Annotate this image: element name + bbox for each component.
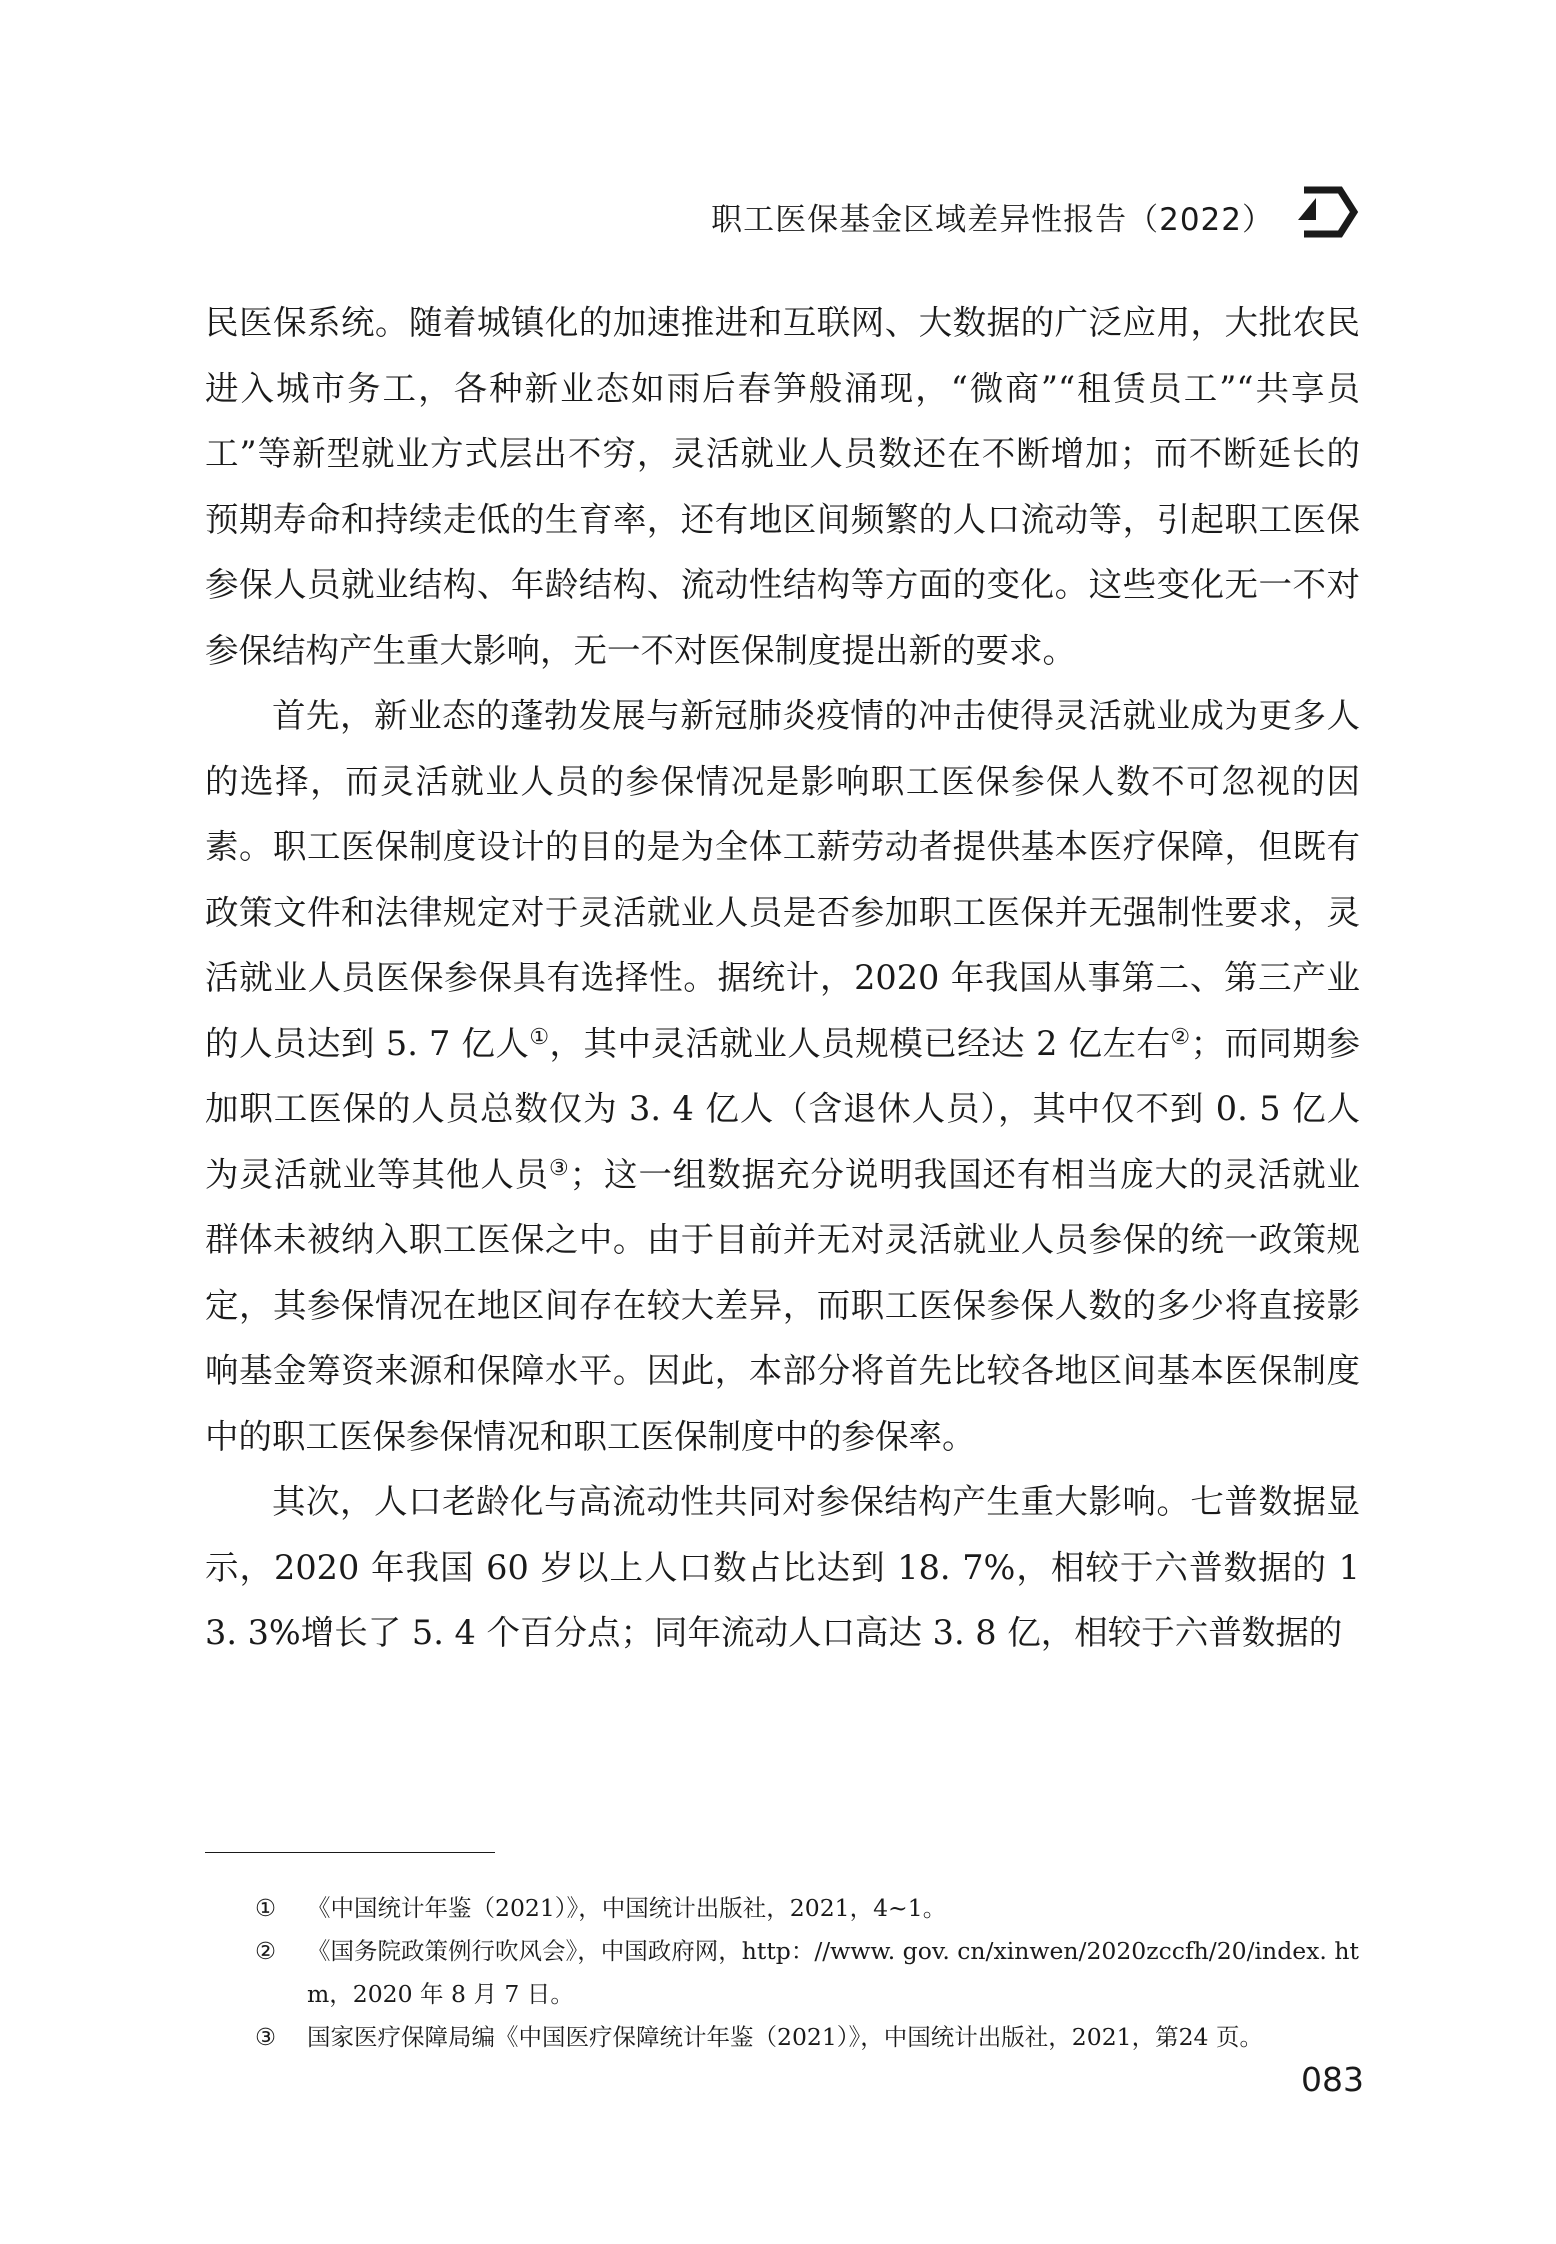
footnote-text: 《国务院政策例行吹风会》，中国政府网，http：//www. gov. cn/xinwen/2020zccfh/20/index. htm，2020 年 8 月 7 日。	[307, 1937, 1359, 2008]
footnote-text: 国家医疗保障局编《中国医疗保障统计年鉴（2021）》，中国统计出版社，2021，第24 页。	[307, 2023, 1263, 2051]
footnote-ref-1[interactable]: ①	[529, 1024, 550, 1050]
footnote-marker: ②	[255, 1937, 277, 1965]
paragraph-text: ；这一组数据充分说明我国还有相当庞大的灵活就业群体未被纳入职工医保之中。由于目前并无对灵活就业人员参保的统一政策规定，其参保情况在地区间存在较大差异，而职工医保参保人数的多少将直接影响基金筹资来源和保障水平。因此，本部分将首先比较各地区间基本医保制度中的职工医保参保情况和职工医保制度中的参保率。	[205, 1154, 1360, 1456]
footnote-marker: ①	[255, 1894, 277, 1922]
footnote-3	[255, 2016, 1360, 2059]
footnote-ref-3[interactable]: ③	[549, 1155, 570, 1181]
paragraph-text: 其次，人口老龄化与高流动性共同对参保结构产生重大影响。七普数据显示，2020 年我国 60 岁以上人口数占比达到 18. 7%，相较于六普数据的 13. 3%增长了 5. 4 个百分点；同年流动人口高达 3. 8 亿，相较于六普数据的	[205, 1482, 1360, 1652]
paragraph-text: 民医保系统。随着城镇化的加速推进和互联网、大数据的广泛应用，大批农民进入城市务工，各种新业态如雨后春笋般涌现，“微商”“租赁员工”“共享员工”等新型就业方式层出不穷，灵活就业人员数还在不断增加；而不断延长的预期寿命和持续走低的生育率，还有地区间频繁的人口流动等，引起职工医保参保人员就业结构、年龄结构、流动性结构等方面的变化。这些变化无一不对参保结构产生重大影响，无一不对医保制度提出新的要求。	[205, 303, 1360, 670]
paragraph-continued	[205, 290, 1360, 683]
page-number: 083	[1301, 2060, 1364, 2099]
running-header	[711, 192, 1360, 240]
footnote-ref-2[interactable]: ②	[1170, 1024, 1191, 1050]
footnote-divider	[205, 1852, 495, 1853]
body-text	[205, 290, 1360, 1666]
chevron-bracket-logo-icon	[1294, 184, 1360, 240]
paragraph-text: 首先，新业态的蓬勃发展与新冠肺炎疫情的冲击使得灵活就业成为更多人的选择，而灵活就业人员的参保情况是影响职工医保参保人数不可忽视的因素。职工医保制度设计的目的是为全体工薪劳动者提供基本医疗保障，但既有政策文件和法律规定对于灵活就业人员是否参加职工医保并无强制性要求，灵活就业人员医保参保具有选择性。据统计，2020 年我国从事第二、第三产业的人员达到 5. 7 亿人	[205, 696, 1360, 1063]
paragraph-second	[205, 1469, 1360, 1666]
footnote-text: 《中国统计年鉴（2021）》，中国统计出版社，2021，4~1。	[307, 1894, 947, 1922]
paragraph-text: ，其中灵活就业人员规模已经达 2 亿左右	[549, 1023, 1171, 1063]
running-header-title: 职工医保基金区域差异性报告（2022）	[711, 201, 1274, 238]
footnotes	[255, 1887, 1360, 2059]
paragraph-first	[205, 683, 1360, 1469]
footnote-1	[255, 1887, 1360, 1930]
paragraph-text: ；而同期参加职工医保的人员总数仅为 3. 4 亿人（含退休人员），其中仅不到 0. 5 亿人为灵活就业等其他人员	[205, 1023, 1360, 1194]
footnote-marker: ③	[255, 2023, 277, 2051]
footnote-2	[255, 1930, 1360, 2016]
